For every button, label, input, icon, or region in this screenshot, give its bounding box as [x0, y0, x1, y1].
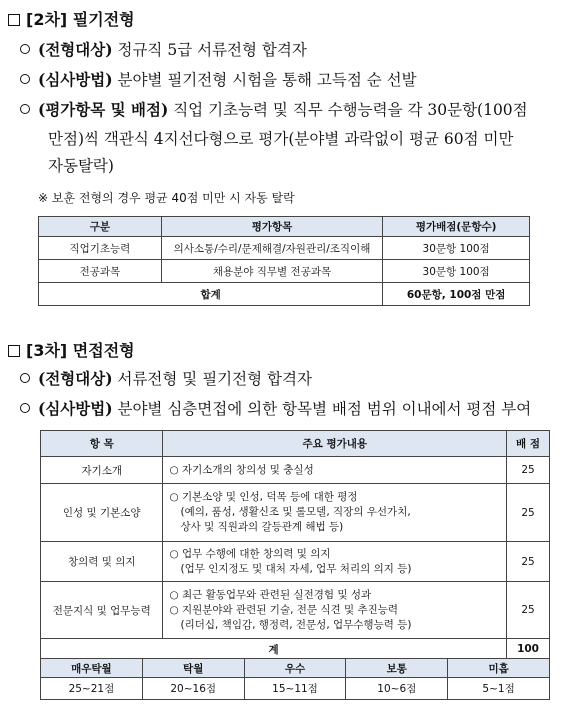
section2-title: [2차] 필기전형	[8, 7, 135, 30]
table-total-row: 계 100	[41, 639, 550, 660]
table-header: 항 목	[41, 431, 163, 457]
table-header: 보통	[346, 659, 448, 678]
table-header: 평가항목	[161, 217, 383, 237]
table-header: 배 점	[507, 431, 550, 457]
table-header: 구분	[39, 217, 162, 237]
circle-bullet-icon	[20, 373, 30, 383]
checkbox-square-icon	[8, 345, 20, 357]
section2-bullet-items: (평가항목 및 배점) 직업 기초능력 및 직무 수행능력을 각 30문항(100점	[20, 97, 528, 123]
section2-note: ※ 보훈 전형의 경우 평균 40점 미만 시 자동 탈락	[38, 191, 295, 205]
circle-bullet-icon	[20, 74, 30, 84]
interview-table	[40, 430, 550, 660]
table-row: 전문지식 및 업무능력 ○ 최근 활동업무와 관련된 실전경험 및 성과 ○ 지원분야와 관련된 기술, 전문 식견 및 추진능력 (리더십, 책임감, 행정력, 전문성, 업무수행능력 등) 25	[41, 582, 550, 639]
checkbox-square-icon	[8, 14, 20, 26]
written-exam-table	[38, 216, 530, 306]
section3-bullet-method: (심사방법) 분야별 심층면접에 의한 항목별 배점 범위 이내에서 평점 부여	[20, 396, 531, 422]
table-row: 창의력 및 의지 ○ 업무 수행에 대한 창의력 및 의지 (업무 인지정도 및 대처 자세, 업무 처리의 의지 등) 25	[41, 542, 550, 582]
table-header: 주요 평가내용	[163, 431, 507, 457]
grade-table	[40, 658, 550, 700]
section2-continuation-1: 만점)씩 객관식 4지선다형으로 평가(분야별 과락없이 평균 60점 미만	[48, 130, 514, 148]
circle-bullet-icon	[20, 403, 30, 413]
table-row: 직업기초능력 의사소통/수리/문제해결/자원관리/조직이해 30문항 100점	[39, 237, 530, 260]
table-row: 전공과목 채용분야 직무별 전공과목 30문항 100점	[39, 260, 530, 283]
table-header: 매우탁월	[41, 659, 143, 678]
circle-bullet-icon	[20, 104, 30, 114]
table-row: 인성 및 기본소양 ○ 기본소양 및 인성, 덕목 등에 대한 평정 (예의, 품성, 생활신조 및 롤모델, 직장의 우선가치, 상사 및 직원과의 갈등관계 해법 등) 25	[41, 484, 550, 542]
table-row: 25~21점 20~16점 15~11점 10~6점 5~1점	[41, 678, 550, 700]
table-header: 평가배점(문항수)	[383, 217, 530, 237]
circle-bullet-icon	[20, 44, 30, 54]
table-total-row: 합계 60문항, 100점 만점	[39, 283, 530, 306]
section3-title: [3차] 면접전형	[8, 338, 135, 361]
table-header: 탁월	[142, 659, 244, 678]
table-header: 우수	[244, 659, 346, 678]
section2-bullet-target: (전형대상) 정규직 5급 서류전형 합격자	[20, 37, 307, 63]
section2-continuation-2: 자동탈락)	[48, 157, 114, 175]
section2-bullet-method: (심사방법) 분야별 필기전형 시험을 통해 고득점 순 선발	[20, 67, 417, 93]
section3-bullet-target: (전형대상) 서류전형 및 필기전형 합격자	[20, 366, 312, 392]
table-header: 미흡	[448, 659, 550, 678]
table-row: 자기소개 ○ 자기소개의 창의성 및 충실성 25	[41, 457, 550, 484]
